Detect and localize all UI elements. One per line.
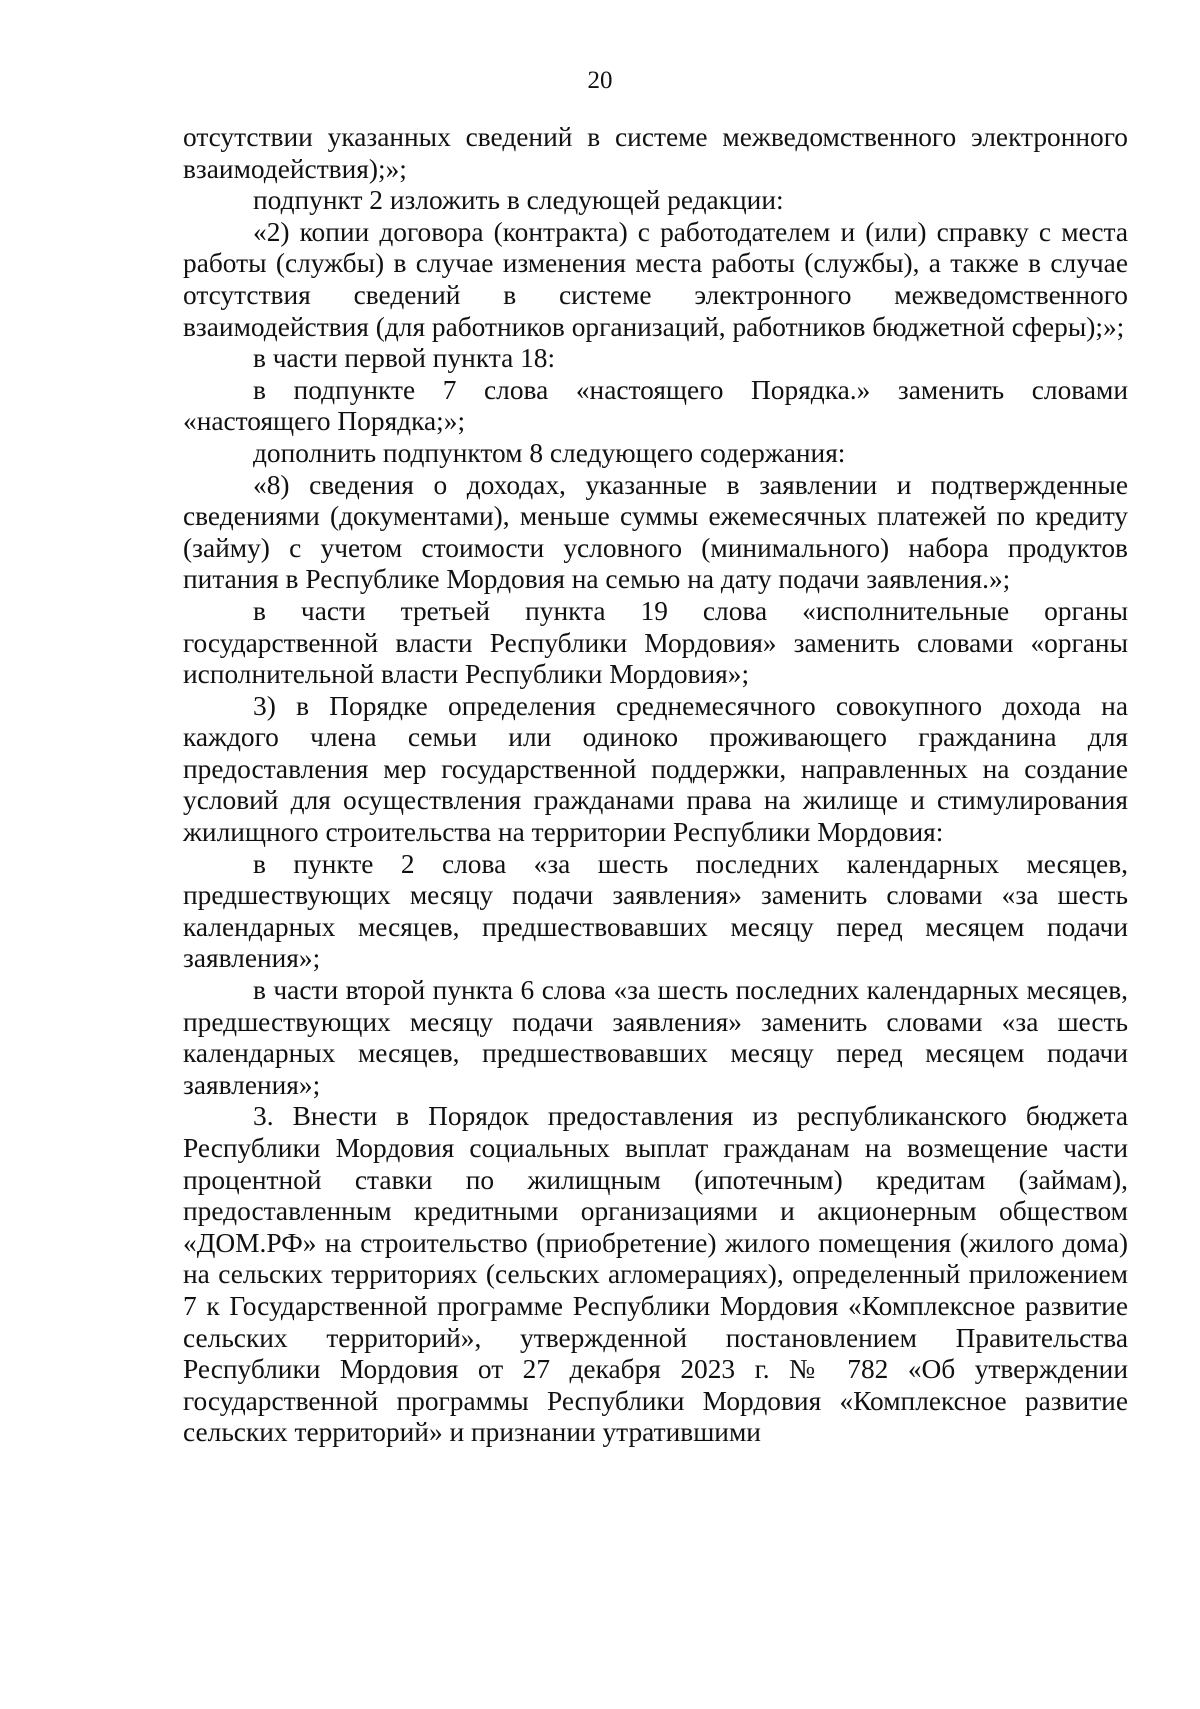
paragraph-11: в части второй пункта 6 слова «за шесть последних календарных месяцев, предшествующих месяцу подачи заявления» заменить словами «за шесть календарных месяцев, предшествовавших месяцу перед месяцем подачи заявления»; — [183, 975, 1128, 1100]
paragraph-8: в части третьей пункта 19 слова «исполнительные органы государственной власти Республики Мордовия» заменить словами «органы исполнительной власти Республики Мордовия»; — [183, 595, 1128, 690]
paragraph-2: подпункт 2 изложить в следующей редакции: — [253, 185, 784, 216]
paragraph-6: дополнить подпунктом 8 следующего содержания: — [253, 437, 846, 468]
paragraph-1: отсутствии указанных сведений в системе межведомственного электронного взаимодействия);»; — [183, 122, 1128, 184]
paragraph-5: в подпункте 7 слова «настоящего Порядка.» заменить словами «настоящего Порядка;»; — [183, 374, 1128, 437]
page-number: 20 — [587, 67, 613, 94]
paragraph-9: 3) в Порядке определения среднемесячного совокупного дохода на каждого члена семьи или одиноко проживающего гражданина для предоставления мер государственной поддержки, направленных на создание условий для осуществления гражданами права на жилище и стимулирования жилищного строительства на территории Республики Мордовия: — [183, 690, 1128, 848]
paragraph-10: в пункте 2 слова «за шесть последних календарных месяцев, предшествующих месяцу подачи заявления» заменить словами «за шесть календарных месяцев, предшествовавших месяцу перед месяцем подачи заявления»; — [183, 848, 1128, 974]
paragraph-12: 3. Внести в Порядок предоставления из республиканского бюджета Республики Мордовия социальных выплат гражданам на возмещение части процентной ставки по жилищным (ипотечным) кредитам (займам), предоставленным кредитными организациями и акционерным обществом «ДОМ.РФ» на строительство (приобретение) жилого помещения (жилого дома) на сельских территориях (сельских агломерациях), определенный приложением 7 к Государственной программе Республики Мордовия «Комплексное развитие сельских территорий», утвержденной постановлением Правительства Республики Мордовия от 27 декабря 2023 г. № 782 «Об утверждении государственной программы Республики Мордовия «Комплексное развитие сельских территорий» и признании утратившими — [183, 1101, 1128, 1448]
paragraph-4: в части первой пункта 18: — [253, 343, 556, 374]
paragraph-7: «8) сведения о доходах, указанные в заявлении и подтвержденные сведениями (документами), меньше суммы ежемесячных платежей по кредиту (займу) с учетом стоимости условного (минимального) набора продуктов питания в Республике Мордовия на семью на дату подачи заявления.»; — [183, 469, 1128, 595]
document-body — [183, 122, 1128, 1449]
paragraph-3: «2) копии договора (контракта) с работодателем и (или) справку с места работы (службы) в случае изменения места работы (службы), а также в случае отсутствия сведений в системе электронного межведомственного взаимодействия (для работников организаций, работников бюджетной сферы);»; — [183, 216, 1128, 342]
